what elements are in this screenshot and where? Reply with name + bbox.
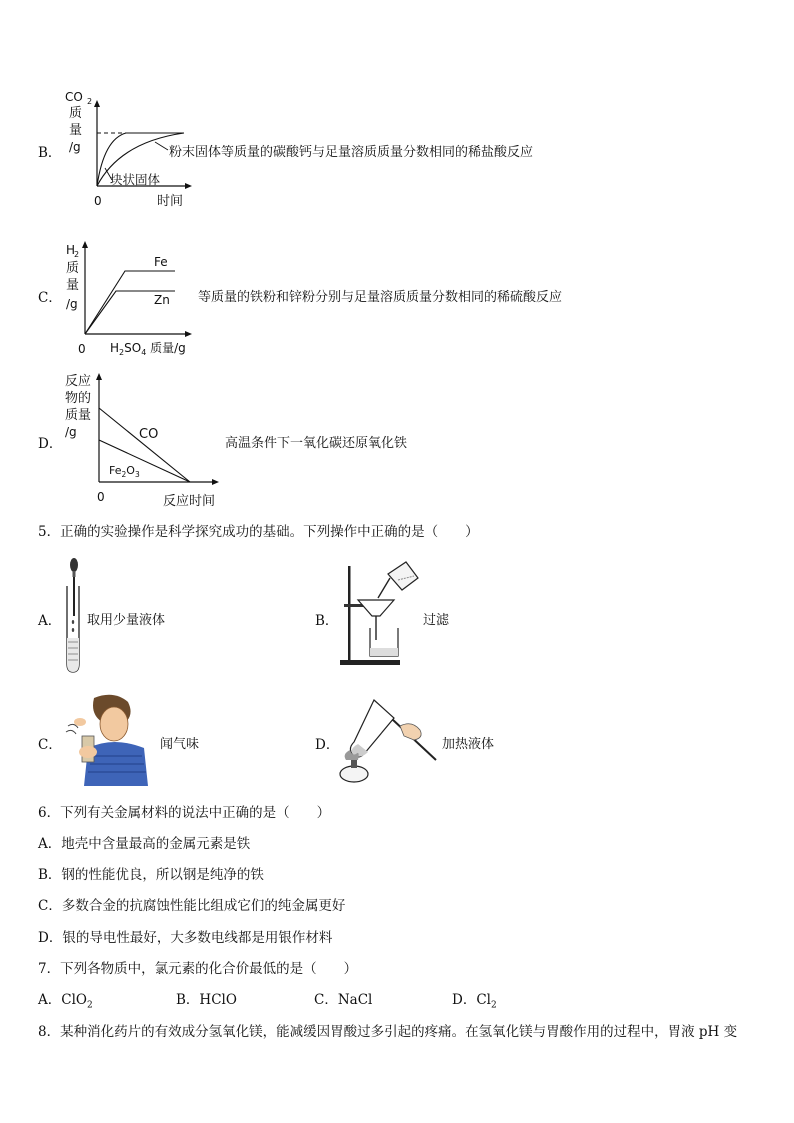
fanning-hand: [74, 718, 86, 726]
x-axis-arrow: [212, 479, 219, 485]
y-label-line: 反应: [65, 374, 92, 389]
dropper-neck: [73, 571, 76, 577]
graph-mass-vs-time: [60, 370, 225, 510]
beaker-liquid: [370, 648, 398, 656]
q7-option-letter: A．: [38, 992, 62, 1008]
glass-rod: [378, 578, 390, 598]
y-label-line: /g: [66, 297, 78, 311]
hand: [400, 724, 421, 740]
curve-label-powder: 粉末固体: [169, 145, 222, 160]
question-8-stem: 8．某种消化药片的有效成分氢氧化镁，能减缓因胃酸过多引起的疼痛。在氢氧化镁与胃酸作用的过程中，胃液 pH 变: [38, 1024, 738, 1040]
y-axis-arrow: [94, 100, 100, 107]
q5-option-c-label: 闻气味: [160, 737, 200, 752]
origin-label: 0: [78, 342, 86, 356]
label-sub: 2: [121, 470, 127, 479]
q7-formula: Cl: [476, 992, 491, 1008]
q7-option-d: [452, 988, 497, 1011]
y-label-line: 物的: [65, 391, 92, 406]
x-label: [110, 340, 186, 357]
q6-option-b: B．钢的性能优良，所以钢是纯净的铁: [38, 867, 264, 883]
question-5-stem: 5．正确的实验操作是科学探究成功的基础。下列操作中正确的是（ ）: [38, 524, 479, 540]
x-label-sub: 2: [119, 348, 125, 357]
line-label-fe2o3: [109, 464, 140, 479]
y-label-line: /g: [69, 140, 81, 154]
x-label-sub: 4: [141, 348, 147, 357]
stand-rod: [348, 566, 351, 661]
x-label: 反应时间: [163, 494, 216, 509]
option-b-description: [169, 141, 533, 160]
option-letter-c: C．: [38, 290, 62, 306]
face: [100, 707, 128, 741]
drop: [72, 620, 74, 624]
origin-label: 0: [97, 490, 105, 504]
q6-option-d: D．银的导电性最好，大多数电线都是用银作材料: [38, 930, 333, 946]
option-letter-d: D．: [38, 436, 63, 452]
y-label-sub: 2: [74, 250, 80, 259]
question-7-stem: 7．下列各物质中，氯元素的化合价最低的是（ ）: [38, 961, 358, 977]
label-part: Fe: [109, 464, 122, 477]
q7-option-letter: D．: [452, 992, 477, 1008]
y-label-line: 质: [69, 106, 83, 121]
q7-option-b: [176, 988, 237, 1008]
dropper-bulb: [70, 558, 78, 572]
y-label-sub: 2: [87, 97, 93, 106]
q7-formula: HClO: [199, 992, 237, 1008]
lamp-wick: [351, 760, 357, 768]
q7-formula: NaCl: [337, 992, 373, 1008]
x-label-part: SO: [124, 341, 142, 355]
filtration-illustration: [336, 560, 421, 668]
q7-option-letter: C．: [314, 992, 338, 1008]
q5-option-letter-d: D．: [315, 737, 340, 753]
graph-h2-vs-h2so4: [60, 236, 200, 358]
hand: [79, 746, 97, 758]
q6-option-a: A．地壳中含量最高的金属元素是铁: [38, 836, 251, 852]
x-label: 时间: [157, 194, 184, 209]
q5-option-b-label: 过滤: [423, 613, 450, 628]
y-label-line: 质: [66, 261, 80, 276]
q7-option-c: [314, 988, 372, 1008]
label-part: O: [126, 464, 135, 477]
line-label-zn: Zn: [154, 293, 170, 307]
q5-option-letter-b: B．: [315, 613, 339, 629]
q5-option-a-label: 取用少量液体: [87, 613, 166, 628]
option-b-desc-text: 等质量的碳酸钙与足量溶质质量分数相同的稀盐酸反应: [221, 145, 534, 160]
q5-option-d-label: 加热液体: [442, 737, 495, 752]
drop: [72, 628, 74, 632]
question-6-stem: 6．下列有关金属材料的说法中正确的是（ ）: [38, 805, 331, 821]
y-label-line: 质量: [65, 408, 92, 423]
line-label-fe: Fe: [154, 255, 168, 269]
x-axis-arrow: [185, 183, 192, 189]
q7-option-a: [38, 988, 93, 1011]
q7-formula: ClO: [61, 992, 87, 1008]
q7-formula-sub: 2: [86, 1000, 93, 1011]
alcohol-lamp: [340, 766, 368, 782]
smelling-gas-illustration: [62, 692, 154, 786]
y-label-line: 量: [66, 278, 80, 293]
dropper-test-tube-illustration: [58, 556, 88, 674]
q7-formula-sub: 2: [490, 1000, 497, 1011]
option-letter-b: B．: [38, 145, 62, 161]
option-d-description: 高温条件下一氧化碳还原氧化铁: [225, 436, 408, 451]
q6-option-c: C．多数合金的抗腐蚀性能比组成它们的纯金属更好: [38, 898, 346, 914]
x-axis-arrow: [185, 331, 192, 337]
test-tube-liquid: [67, 638, 79, 672]
y-label-co: CO: [65, 90, 83, 104]
y-label-h: H: [66, 243, 76, 257]
q5-option-letter-a: A．: [38, 613, 62, 629]
line-label-co: CO: [139, 427, 159, 442]
y-label-line: /g: [65, 425, 77, 439]
label-sub: 3: [134, 470, 140, 479]
curve-label-lump: 块状固体: [110, 172, 161, 187]
x-label-part: 质量/g: [146, 341, 186, 355]
q7-option-letter: B．: [176, 992, 200, 1008]
y-axis-arrow: [96, 373, 102, 380]
y-label-line: 量: [69, 123, 83, 138]
q5-option-letter-c: C．: [38, 737, 62, 753]
pointer-powder: [155, 142, 168, 150]
y-axis-arrow: [82, 241, 88, 248]
funnel: [358, 600, 394, 616]
x-label-part: H: [110, 341, 120, 355]
origin-label: 0: [94, 194, 102, 208]
option-c-description: 等质量的铁粉和锌粉分别与足量溶质质量分数相同的稀硫酸反应: [198, 290, 563, 305]
heating-liquid-illustration: [338, 694, 442, 788]
fan-motion: [66, 730, 76, 734]
